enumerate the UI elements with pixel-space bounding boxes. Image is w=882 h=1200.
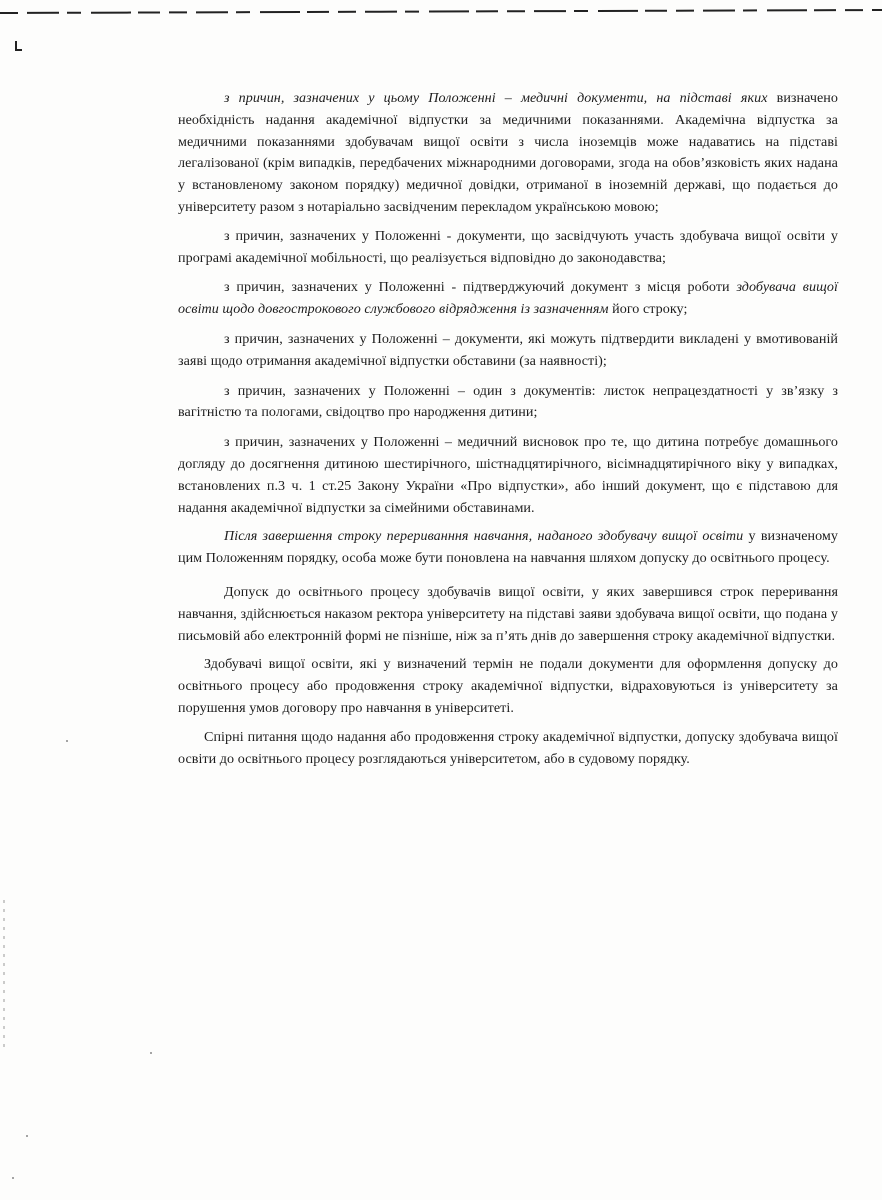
paragraph-academic-mobility: [178, 226, 838, 270]
paragraph-text: з причин, зазначених у Положенні – медичний висновок про те, що дитина потребує домашнього догляду до досягнення дитиною шестирічного, шістнадцятирічного, вісімнадцятирічного віку у випадках, встановлених п.3 ч. 1 ст.25 Закону України «Про відпустки», або інший документ, що є підставою для надання академічної відпустки за сімейними обставинами.: [178, 434, 838, 516]
scan-speck: [12, 1177, 14, 1179]
scan-corner-mark: [14, 40, 24, 52]
paragraph-text: з причин, зазначених у Положенні – документи, які можуть підтвердити викладені у вмотивованій заяві щодо отримання академічної відпустки обставини (за наявності);: [178, 330, 838, 369]
italic-phrase: здобувача вищої освіти щодо довгострокового службового відрядження із зазначенням: [178, 279, 838, 318]
paragraph-text: Допуск до освітнього процесу здобувачів вищої освіти, у яких завершився строк переривання навчання, здійснюється наказом ректора університету на підставі заяви здобувача вищої освіти, що подана у письмовій або електронній формі не пізніше, ніж за п’ять днів до завершення строку академічної відпустки.: [178, 583, 838, 644]
scan-speck: [26, 1135, 28, 1137]
paragraph-text: Здобувачі вищої освіти, які у визначений термін не подали документи для оформлення допуску до освітнього процесу або продовження строку академічної відпустки, відраховуються із університету за порушення умов договору про навчання в університеті.: [178, 656, 838, 716]
paragraph-text: з причин, зазначених у Положенні – один з документів: листок непрацездатності у зв’язку з вагітністю та пологами, свідоцтво про народження дитини;: [178, 382, 838, 421]
scan-top-dashed-line: [0, 8, 882, 18]
scan-margin-line: [3, 900, 5, 1050]
paragraph-text: визначено необхідність надання академічної відпустки за медичними показаннями. Академічна відпустка за медичними показаннями здобувачам вищої освіти з числа іноземців може надаватись на підставі легалізованої (крім випадків, передбачених міжнародними договорами, згода на обов’язковість яких надана у встановленому законом порядку) медичної довідки, отриманої в іноземній державі, що подається до університету разом з нотаріально засвідченим перекладом українською мовою;: [178, 90, 838, 215]
italic-phrase: з причин, зазначених у цьому Положенні – медичні документи, на підставі яких: [224, 90, 768, 106]
scan-speck: [66, 740, 68, 742]
paragraph-motivated-request: [178, 329, 838, 373]
paragraph-text: його строку;: [608, 301, 688, 318]
document-body: [178, 88, 838, 770]
paragraph-text: Спірні питання щодо надання або продовження строку академічної відпустки, допуску здобувача вищої освіти до освітнього процесу розглядаються університетом, або в судовому порядку.: [178, 728, 838, 767]
paragraph-text: у визначеному цим Положенням порядку, особа може бути поновлена на навчання шляхом допуску до освітнього процесу.: [178, 528, 838, 567]
paragraph-pregnancy: [178, 381, 838, 425]
paragraph-family-circumstances: [178, 432, 838, 519]
paragraph-medical-documents: [178, 88, 838, 219]
italic-phrase: Після завершення строку перериванння навчання, наданого здобувачу вищої освіти: [224, 528, 744, 545]
paragraph-text: з причин, зазначених у Положенні - підтверджуючий документ з місця роботи: [224, 279, 730, 296]
paragraph-text: з причин, зазначених у Положенні - документи, що засвідчують участь здобувача вищої освіти у програмі академічної мобільності, що реалізується відповідно до законодавства;: [178, 227, 838, 266]
paragraph-admission: [178, 582, 838, 647]
paragraph-after-interruption: [178, 526, 838, 570]
paragraph-business-trip: [178, 277, 838, 321]
scan-speck: [150, 1052, 152, 1054]
paragraph-disputes: [178, 727, 838, 771]
paragraph-expulsion: [178, 654, 838, 719]
